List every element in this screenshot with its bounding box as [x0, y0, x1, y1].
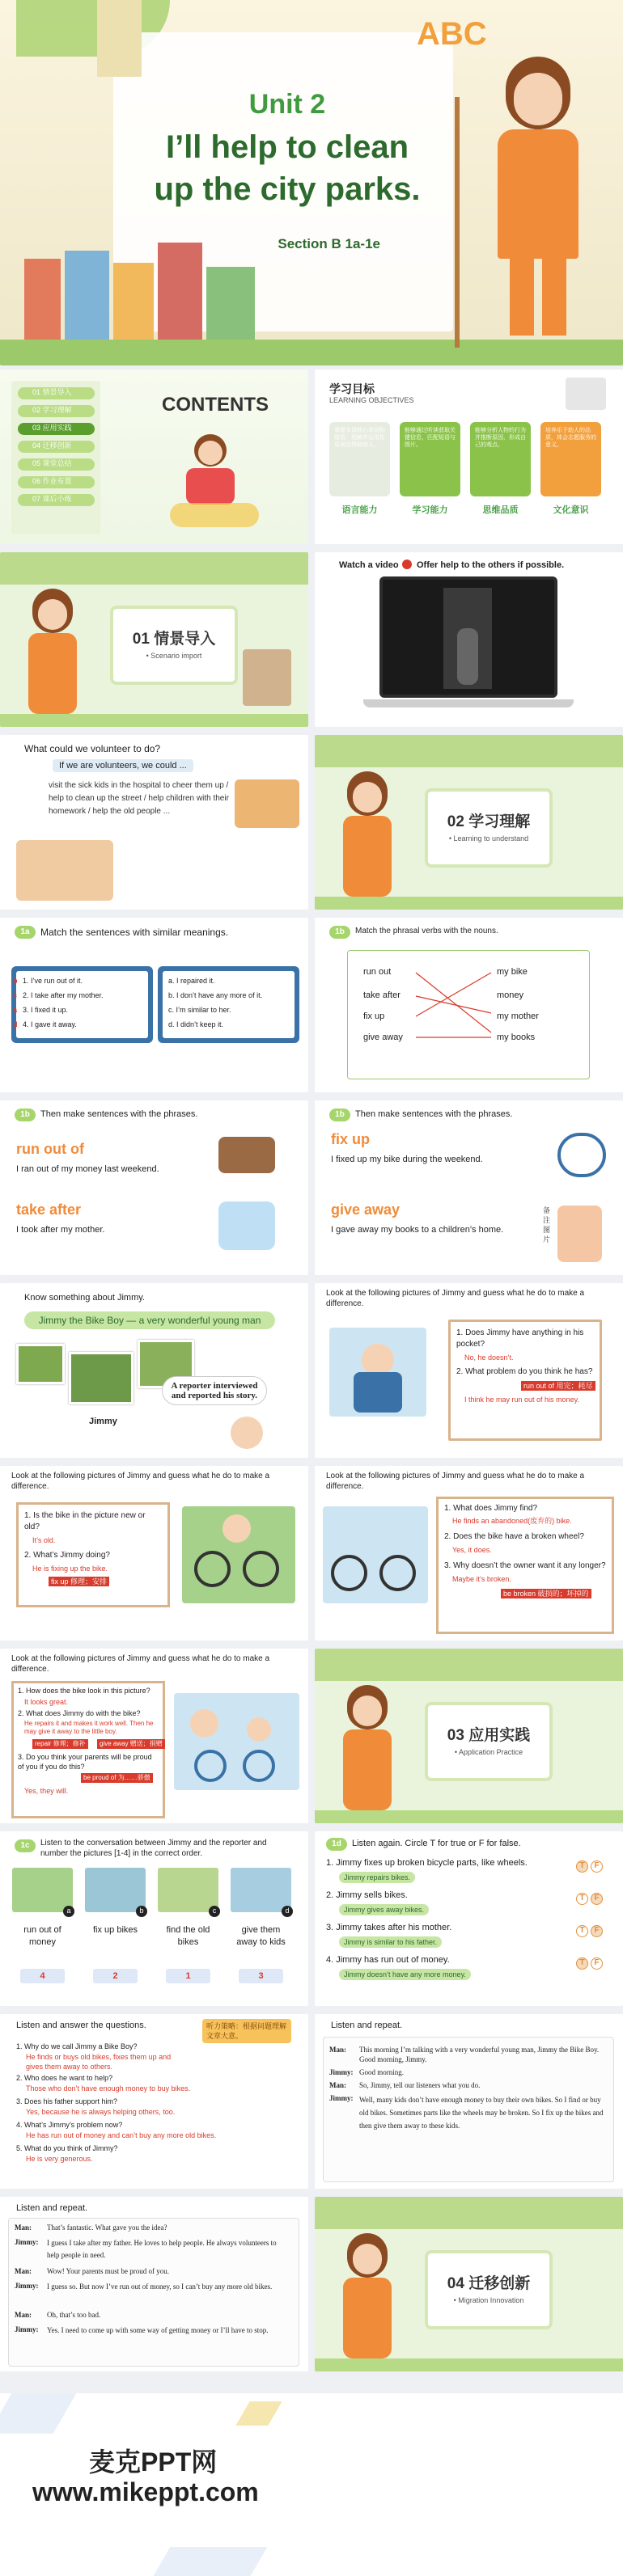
phrase-highlight: be proud of 为……骄傲 — [81, 1773, 153, 1783]
speaker: Man: — [329, 2081, 346, 2089]
speaker: Jimmy: — [15, 2238, 39, 2246]
exercise-instruction: Match the sentences with similar meanings. — [40, 927, 229, 938]
exercise-instruction: Match the phrasal verbs with the nouns. — [355, 927, 498, 935]
match-right-item: a. I repaired it. — [168, 977, 215, 985]
exercise-tag: 1b — [329, 1109, 350, 1121]
contents-list — [11, 381, 100, 534]
footer-url[interactable]: www.mikeppt.com — [32, 2477, 259, 2506]
wallet-illustration — [218, 1137, 275, 1173]
speaker: Man: — [15, 2311, 32, 2319]
video-slide — [315, 552, 623, 727]
answer: He finds an abandoned(废弃的) bike. — [452, 1517, 572, 1525]
dialogue-line: Well, many kids don’t have enough money to buy their own bikes. So I find or buy old bikes. Sometimes parts like the wheels may be broken. So I fix up the bikes and then give them away to these kids. — [359, 2096, 604, 2130]
mother-child-illustration — [218, 1201, 275, 1250]
video-player[interactable] — [379, 576, 557, 698]
answer-box[interactable]: 2 — [93, 1969, 138, 1983]
exercise-instruction: Listen again. Circle T for true or F for false. — [352, 1839, 521, 1848]
match-left-item: 1. I’ve run out of it. — [23, 977, 83, 985]
laptop-base — [363, 699, 574, 707]
decor-shape — [0, 2393, 76, 2434]
qa-question: 3. Does his father support him? — [16, 2097, 118, 2105]
phrase-highlight: fix up 修理；安排 — [49, 1577, 109, 1586]
noun-item: my mother — [497, 1011, 539, 1021]
question: 2. Does the bike have a broken wheel? — [444, 1532, 584, 1541]
picture-label: run out of money — [23, 1925, 61, 1947]
section-number: 04 迁移创新 — [447, 2275, 531, 2292]
noun-item: my books — [497, 1033, 536, 1042]
books-illustration — [557, 1206, 602, 1262]
girl-illustration — [323, 767, 404, 905]
contents-title: CONTENTS — [162, 394, 269, 416]
speaker: Jimmy: — [329, 2068, 354, 2076]
speaker: Jimmy: — [329, 2094, 354, 2102]
book-icon — [97, 0, 142, 77]
answer-box[interactable]: 3 — [239, 1969, 283, 1983]
tf-choice[interactable]: T F — [574, 1922, 603, 1937]
speaker: Jimmy: — [15, 2282, 39, 2290]
sentences1-slide — [0, 1100, 308, 1275]
picture-label: fix up bikes — [92, 1925, 138, 1935]
look1-slide — [315, 1283, 623, 1458]
qa-answer: Yes, because he is always helping others, too. — [26, 2108, 176, 2116]
question: 2. What problem do you think he has? — [456, 1367, 593, 1376]
broom-handle — [455, 97, 460, 348]
objectives-subtitle: LEARNING OBJECTIVES — [329, 396, 414, 404]
tf-correction: Jimmy gives away bikes. — [339, 1904, 429, 1915]
phrase-heading: give away — [331, 1201, 400, 1218]
exercise-instruction: Then make sentences with the phrases. — [355, 1109, 513, 1119]
look4-slide — [0, 1649, 308, 1823]
repeat2-slide — [0, 2197, 308, 2371]
video-title: Offer help to the others if possible. — [417, 560, 565, 570]
picture-b — [85, 1868, 146, 1912]
girl-illustration — [323, 2229, 404, 2367]
jimmy-pocket-illustration — [329, 1328, 426, 1417]
speaker: Man: — [15, 2223, 32, 2232]
answer-box[interactable]: 4 — [20, 1969, 65, 1983]
picture-letter: d — [282, 1906, 293, 1917]
answer: He is fixing up the bike. — [32, 1565, 108, 1573]
picture-d — [231, 1868, 291, 1912]
exercise-tag: 1b — [329, 926, 350, 939]
question: 1. Does Jimmy have anything in his pocket? — [456, 1328, 584, 1349]
picture-label: find the old bikes — [166, 1925, 210, 1947]
answer: It’s old. — [32, 1536, 56, 1544]
picture-letter: b — [136, 1906, 147, 1917]
objective-label: 学习能力 — [412, 505, 448, 515]
speaker: Jimmy: — [15, 2325, 39, 2333]
phrase-item: take after — [363, 990, 400, 1000]
phrase-item: fix up — [363, 1011, 385, 1021]
teacher-illustration — [182, 434, 239, 507]
section-subtitle: • Migration Innovation — [453, 2296, 524, 2304]
qa-answer: He has run out of money and can’t buy any more old bikes. — [26, 2131, 217, 2139]
phrase-highlight: give away 赠送；捐赠 — [97, 1739, 165, 1749]
laptop-icon — [566, 378, 606, 410]
girl-illustration — [323, 1681, 404, 1818]
match-right-item: c. I’m similar to her. — [168, 1006, 231, 1014]
dialogue-line: Wow! Your parents must be proud of you. — [47, 2267, 170, 2275]
objective-label: 语言能力 — [341, 505, 378, 515]
video-label: Watch a video — [339, 560, 399, 570]
contents-item[interactable]: 05 课堂总结 — [18, 458, 95, 471]
dialogue-line: Oh, that’s too bad. — [47, 2311, 101, 2319]
note-label: 备注 图片 — [543, 1206, 551, 1244]
dialogue-line: That’s fantastic. What gave you the idea? — [47, 2223, 167, 2232]
giving-bike-illustration — [174, 1693, 299, 1790]
cleaning-illustration — [16, 840, 113, 901]
match-answer: c — [13, 991, 18, 999]
phrase-highlight: repair 修理；修补 — [32, 1739, 88, 1749]
objective-card: 能够分析人物的行为并推断原因，形成自己的观点。 — [470, 422, 531, 496]
footer-brand: 麦克PPT网 — [89, 2447, 218, 2477]
tf-statement: 3. Jimmy takes after his mother. — [326, 1923, 452, 1932]
picture-label: give them away to kids — [236, 1925, 286, 1947]
qa-answer: He is very generous. — [26, 2155, 93, 2163]
cover-title-line2: up the city parks. — [154, 171, 421, 207]
dialogue-line: I guess I take after my father. He loves to help people. He always volunteers to help people in need. — [47, 2239, 277, 2259]
exercise-tag: 1d — [326, 1838, 347, 1851]
example-sentence: I gave away my books to a children’s home. — [331, 1225, 504, 1235]
match-left-item: 2. I take after my mother. — [23, 991, 104, 999]
contents-slide — [0, 370, 308, 544]
answer: Yes, they will. — [24, 1787, 69, 1795]
volunteer-prompt: If we are volunteers, we could ... — [53, 759, 193, 772]
listening-tip: 听力策略：根据问题理解文章大意。 — [202, 2019, 291, 2043]
phrase-heading: fix up — [331, 1131, 370, 1147]
qa-answer: He finds or buys old bikes, fixes them up and gives them away to others. — [26, 2053, 172, 2071]
cover-slide — [0, 0, 623, 365]
match1a-slide — [0, 918, 308, 1092]
qa-question: 5. What do you think of Jimmy? — [16, 2144, 118, 2152]
fixing-bike-illustration — [182, 1506, 295, 1603]
phrase-item: run out — [363, 967, 392, 977]
phrase-item: give away — [363, 1033, 403, 1042]
contents-item-active[interactable]: 03 应用实践 — [18, 423, 95, 435]
section-number: 02 学习理解 — [447, 813, 531, 830]
exercise-tag: 1c — [15, 1839, 36, 1852]
photo — [69, 1352, 134, 1404]
exercise-instruction: Listen and answer the questions. — [16, 2021, 146, 2030]
example-sentence: I ran out of my money last weekend. — [16, 1164, 159, 1174]
objectives-slide — [315, 370, 623, 544]
slide-title: Look at the following pictures of Jimmy and guess what he do to make a difference. — [11, 1654, 270, 1674]
tf-statement: 1. Jimmy fixes up broken bicycle parts, like wheels. — [326, 1858, 528, 1868]
picture-a — [12, 1868, 73, 1912]
answer: I think he may run out of his money. — [464, 1396, 579, 1404]
section3-slide — [315, 1649, 623, 1823]
qa-question: 4. What’s Jimmy’s problem now? — [16, 2121, 123, 2129]
look3-slide — [315, 1466, 623, 1641]
dialogue-line: Yes. I need to come up with some way of getting money or I’ll have to stop. — [47, 2326, 269, 2334]
objective-card: 培养乐于助人的品质，体会志愿服务的意义。 — [540, 422, 601, 496]
reporter-bubble: A reporter interviewed and reported his story. — [162, 1376, 267, 1405]
match-answer: a — [13, 1006, 18, 1014]
exercise-instruction: Listen to the conversation between Jimmy and the reporter and number the pictures [1-4] in the correct order. — [40, 1839, 267, 1858]
phrase-highlight: be broken 破损的；坏掉的 — [501, 1589, 591, 1598]
objective-card: 掌握本课核心单词和短语；理解并运用短语表达帮助他人。 — [329, 422, 390, 496]
grass — [0, 340, 623, 365]
books-decor — [243, 649, 291, 706]
contents-item[interactable]: 06 作业布置 — [18, 476, 95, 488]
question: 1. What does Jimmy find? — [444, 1504, 538, 1513]
section-subtitle: • Application Practice — [454, 1748, 523, 1756]
answer: Maybe it’s broken. — [452, 1575, 511, 1583]
flower-decor — [170, 503, 259, 527]
true-false-slide — [315, 1831, 623, 2006]
section-label: Section B 1a-1e — [278, 236, 380, 251]
decor-shape — [154, 2547, 268, 2576]
exercise-tag: 1a — [15, 926, 36, 939]
answer: Yes, it does. — [452, 1546, 492, 1554]
dialogue-line: This morning I’m talking with a very wonderful young man, Jimmy the Bike Boy. Good morning, Jimmy. — [359, 2046, 600, 2063]
section-subtitle: • Learning to understand — [448, 834, 529, 842]
play-icon[interactable] — [402, 560, 412, 569]
qa-question: 2. Who does he want to help? — [16, 2074, 113, 2082]
dialogue-line: I guess so. But now I’ve run out of money, so I can’t buy any more old bikes. — [47, 2283, 273, 2291]
section1-slide — [0, 552, 308, 727]
tf-correction: Jimmy doesn’t have any more money. — [339, 1969, 471, 1980]
answer-box[interactable]: 1 — [166, 1969, 210, 1983]
volunteer-question: What could we volunteer to do? — [24, 743, 161, 754]
listen-order-slide — [0, 1831, 308, 2006]
bike-illustration — [557, 1133, 606, 1177]
question: 3. Do you think your parents will be proud of you if you do this? — [18, 1753, 152, 1771]
section2-slide — [315, 735, 623, 910]
tf-correction: Jimmy repairs bikes. — [339, 1872, 415, 1883]
match-left-item: 4. I gave it away. — [23, 1020, 77, 1028]
objectives-title: 学习目标 — [329, 382, 375, 395]
contents-item[interactable]: 01 情景导入 — [18, 387, 95, 399]
slide-title: Look at the following pictures of Jimmy and guess what he do to make a difference. — [326, 1472, 585, 1491]
look2-slide — [0, 1466, 308, 1641]
photo — [16, 1344, 65, 1384]
footer — [0, 2393, 623, 2576]
girl-illustration — [477, 49, 599, 340]
abandoned-bike-illustration — [323, 1506, 428, 1603]
question: 2. What’s Jimmy doing? — [24, 1551, 110, 1560]
contents-item[interactable]: 07 课后小练 — [18, 494, 95, 506]
sentences2-slide — [315, 1100, 623, 1275]
jimmy-intro-slide — [0, 1283, 308, 1458]
unit-title: Unit 2 — [248, 89, 326, 120]
slide-title: Know something about Jimmy. — [24, 1293, 145, 1303]
tf-choice[interactable]: T F — [574, 1890, 603, 1905]
match1b-slide — [315, 918, 623, 1092]
jimmy-caption: Jimmy — [89, 1417, 117, 1426]
match-lines — [315, 918, 623, 1092]
question: 2. What does Jimmy do with the bike? — [18, 1709, 141, 1717]
phrase-highlight: run out of 用完；耗尽 — [521, 1381, 595, 1391]
volunteer-illustration — [235, 779, 299, 828]
repeat1-slide — [315, 2014, 623, 2189]
girl-illustration — [8, 585, 89, 722]
question: 1. How does the bike look in this picture? — [18, 1687, 150, 1695]
tf-correction: Jimmy is similar to his father. — [339, 1936, 442, 1948]
tf-statement: 4. Jimmy has run out of money. — [326, 1955, 450, 1965]
qa-answer: Those who don’t have enough money to buy bikes. — [26, 2084, 191, 2092]
match-answer: d — [13, 1020, 18, 1028]
section4-slide — [315, 2197, 623, 2371]
match-left-item: 3. I fixed it up. — [23, 1006, 69, 1014]
answer: No, he doesn’t. — [464, 1353, 514, 1362]
jimmy-banner: Jimmy the Bike Boy — a very wonderful young man — [24, 1311, 275, 1329]
objective-label: 思维品质 — [482, 505, 519, 515]
contents-item[interactable]: 04 迁移创新 — [18, 441, 95, 453]
exercise-instruction: Listen and repeat. — [16, 2203, 88, 2213]
contents-item[interactable]: 02 学习理解 — [18, 405, 95, 417]
qa-slide — [0, 2014, 308, 2189]
example-sentence: I took after my mother. — [16, 1225, 105, 1235]
decor-shape — [235, 2401, 282, 2426]
cover-title-line1: I’ll help to clean — [165, 129, 409, 165]
exercise-tag: 1b — [15, 1109, 36, 1121]
answer: It looks great. — [24, 1698, 69, 1706]
picture-c — [158, 1868, 218, 1912]
question: 1. Is the bike in the picture new or old? — [24, 1511, 146, 1531]
dialogue-line: So, Jimmy, tell our listeners what you do. — [359, 2081, 481, 2089]
phrase-heading: take after — [16, 1201, 82, 1218]
exercise-instruction: Listen and repeat. — [331, 2021, 403, 2030]
match-right-item: d. I didn’t keep it. — [168, 1020, 224, 1028]
noun-item: money — [497, 990, 524, 1000]
question: 3. Why doesn’t the owner want it any longer? — [444, 1561, 606, 1570]
section-number: 01 情景导入 — [132, 631, 216, 648]
tf-choice[interactable]: T F — [574, 1954, 603, 1970]
example-sentence: I fixed up my bike during the weekend. — [331, 1155, 483, 1164]
dialogue-line: Good morning. — [359, 2068, 404, 2076]
picture-letter: a — [63, 1906, 74, 1917]
speaker: Man: — [15, 2267, 32, 2275]
section-number: 03 应用实践 — [447, 1727, 531, 1744]
speaker: Man: — [329, 2046, 346, 2054]
phrase-heading: run out of — [16, 1141, 84, 1157]
volunteer-slide — [0, 735, 308, 910]
exercise-instruction: Then make sentences with the phrases. — [40, 1109, 198, 1119]
slide-title: Look at the following pictures of Jimmy and guess what he do to make a difference. — [326, 1289, 585, 1308]
answer: He repairs it and makes it work well. Then he may give it away to the little boy. — [24, 1720, 154, 1735]
reporter-avatar — [231, 1417, 263, 1449]
qa-question: 1. Why do we call Jimmy a Bike Boy? — [16, 2042, 138, 2050]
section-subtitle: • Scenario import — [146, 652, 202, 660]
tf-choice[interactable]: T F — [574, 1857, 603, 1873]
objective-card: 能够通过听读获取关键信息，匹配短语与图片。 — [400, 422, 460, 496]
tf-statement: 2. Jimmy sells bikes. — [326, 1890, 408, 1900]
city-houses — [16, 243, 283, 340]
picture-letter: c — [209, 1906, 220, 1917]
abc-blocks: ABC — [417, 16, 487, 52]
volunteer-ideas: visit the sick kids in the hospital to cheer them up / help to clean up the street / help children with their homework / help the old people ... — [49, 781, 229, 816]
objective-label: 文化意识 — [553, 505, 589, 515]
noun-item: my bike — [497, 967, 528, 977]
match-right-item: b. I don’t have any more of it. — [168, 991, 263, 999]
match-answer: b — [13, 977, 18, 985]
slide-title: Look at the following pictures of Jimmy and guess what he do to make a difference. — [11, 1472, 270, 1491]
